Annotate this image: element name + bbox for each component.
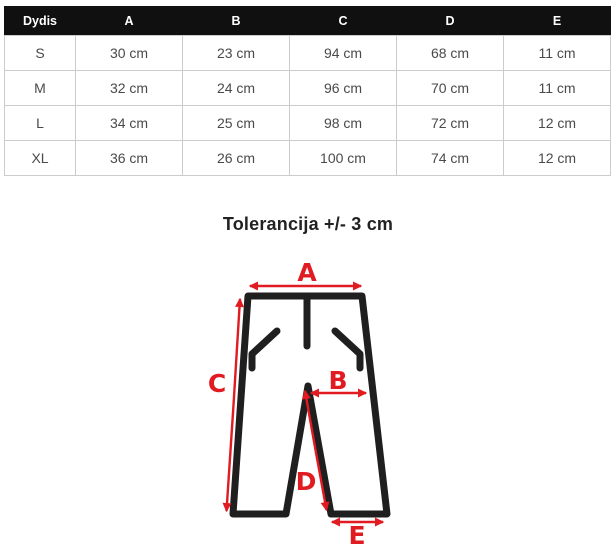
measurement-label-a: A	[297, 258, 317, 287]
measurement-label-b: B	[328, 366, 348, 395]
value-cell: 11 cm	[504, 36, 611, 71]
column-header-size: Dydis	[5, 7, 76, 36]
value-cell: 30 cm	[76, 36, 183, 71]
value-cell: 98 cm	[290, 106, 397, 141]
column-header-e: E	[504, 7, 611, 36]
value-cell: 12 cm	[504, 141, 611, 176]
value-cell: 68 cm	[397, 36, 504, 71]
value-cell: 34 cm	[76, 106, 183, 141]
column-header-a: A	[76, 7, 183, 36]
value-cell: 72 cm	[397, 106, 504, 141]
table-row	[5, 141, 611, 176]
left-pocket-line	[252, 331, 277, 368]
table-row	[5, 71, 611, 106]
tolerance-note: Tolerancija +/- 3 cm	[222, 214, 394, 234]
value-cell: 25 cm	[183, 106, 290, 141]
pants-measurement-diagram	[200, 255, 400, 551]
value-cell: 96 cm	[290, 71, 397, 106]
column-header-c: C	[290, 7, 397, 36]
table-header-row	[5, 7, 611, 36]
table-row	[5, 36, 611, 71]
size-cell: M	[5, 71, 76, 106]
value-cell: 23 cm	[183, 36, 290, 71]
value-cell: 36 cm	[76, 141, 183, 176]
size-table	[4, 6, 611, 176]
size-cell: S	[5, 36, 76, 71]
value-cell: 12 cm	[504, 106, 611, 141]
table-row	[5, 106, 611, 141]
value-cell: 11 cm	[504, 71, 611, 106]
value-cell: 94 cm	[290, 36, 397, 71]
column-header-b: B	[183, 7, 290, 36]
value-cell: 74 cm	[397, 141, 504, 176]
value-cell: 100 cm	[290, 141, 397, 176]
right-pocket-line	[335, 331, 360, 368]
measurement-label-c: C	[207, 369, 227, 398]
size-cell: XL	[5, 141, 76, 176]
column-header-d: D	[397, 7, 504, 36]
measurement-label-d: D	[295, 467, 317, 496]
value-cell: 24 cm	[183, 71, 290, 106]
value-cell: 26 cm	[183, 141, 290, 176]
size-cell: L	[5, 106, 76, 141]
value-cell: 70 cm	[397, 71, 504, 106]
measurement-label-e: E	[348, 521, 366, 550]
value-cell: 32 cm	[76, 71, 183, 106]
